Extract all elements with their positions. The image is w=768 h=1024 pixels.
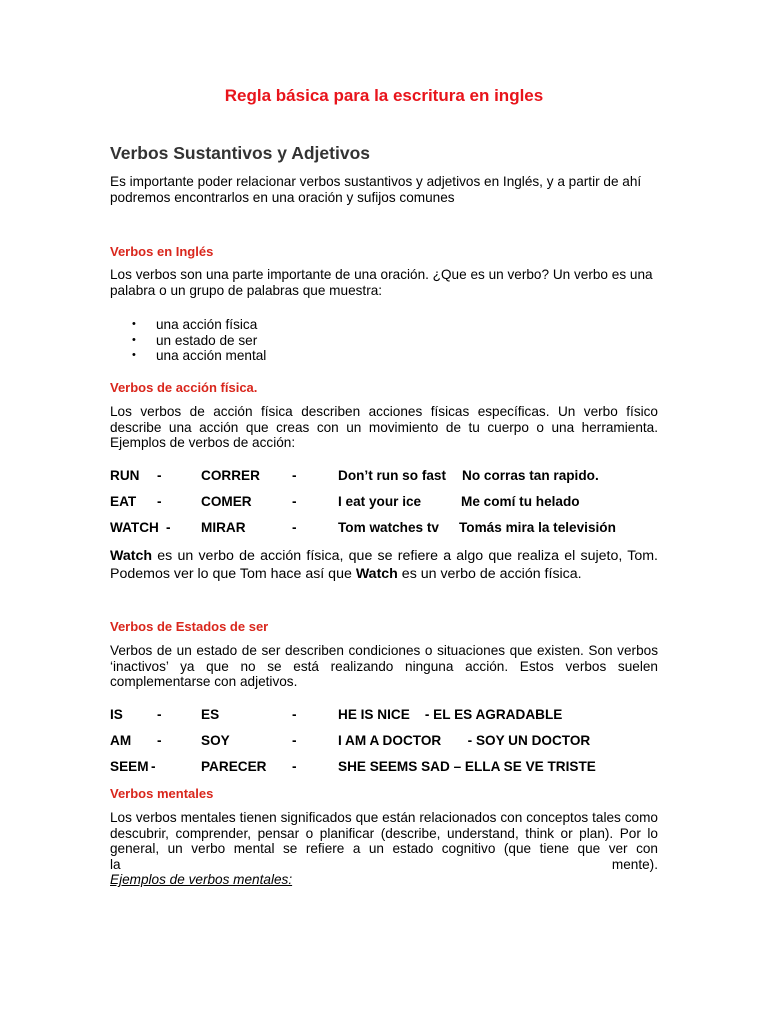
verb-en: RUN <box>110 468 140 483</box>
example-es: Me comí tu helado <box>461 494 580 509</box>
being-paragraph: Verbos de un estado de ser describen condiciones o situaciones que existen. Son verbos ‘inactivos’ ya que no se está realizando ninguna acción. Estos verbos suelen complementarse con adjetivos. <box>110 643 658 689</box>
watch-note <box>110 548 658 583</box>
dash: - <box>151 759 156 774</box>
mental-paragraph <box>110 810 658 888</box>
section-heading: Verbos Sustantivos y Adjetivos <box>110 143 370 163</box>
verb-types-list <box>132 317 266 364</box>
verbs-heading: Verbos en Inglés <box>110 244 214 259</box>
dash: - <box>292 520 297 535</box>
dash: - <box>157 707 162 722</box>
dash: - <box>292 468 297 483</box>
verbs-paragraph: Los verbos son una parte importante de una oración. ¿Que es un verbo? Un verbo es una palabra o un grupo de palabras que muestra: <box>110 267 653 298</box>
example-en: I eat your ice <box>338 494 422 509</box>
physical-paragraph: Los verbos de acción física describen acciones físicas específicas. Un verbo físico describe una acción que creas con un movimiento de tu cuerpo o una herramienta. Ejemplos de verbos de acción: <box>110 404 658 450</box>
note-text: es un verbo de acción física. <box>397 565 582 582</box>
verb-en: WATCH <box>110 520 159 535</box>
examples-label: Ejemplos de verbos mentales: <box>110 872 293 887</box>
being-heading: Verbos de Estados de ser <box>110 619 269 634</box>
dash: - <box>292 707 297 722</box>
dash: - <box>166 520 171 535</box>
last-word-right: mente). <box>611 856 658 872</box>
example: I AM A DOCTOR - SOY UN DOCTOR <box>338 733 591 748</box>
mental-heading: Verbos mentales <box>110 786 214 801</box>
dash: - <box>157 733 162 748</box>
mental-last-line <box>110 857 658 873</box>
note-text: es un verbo de acción física, que se refiere a algo que realiza el sujeto, Tom. Podemos ver lo que Tom hace así que <box>110 548 658 582</box>
dash: - <box>292 759 297 774</box>
dash: - <box>157 468 162 483</box>
verb-en: SEEM <box>110 759 149 774</box>
document-title: Regla básica para la escritura en ingles <box>224 86 544 105</box>
example-es: Tomás mira la televisión <box>459 520 616 535</box>
dash: - <box>157 494 162 509</box>
verb-en: IS <box>110 707 123 722</box>
example: HE IS NICE - EL ES AGRADABLE <box>338 707 563 722</box>
bold-word: Watch <box>110 548 153 564</box>
verb-es: COMER <box>201 494 252 509</box>
bold-word: Watch <box>355 565 398 582</box>
verb-es: MIRAR <box>201 520 246 535</box>
verb-es: PARECER <box>201 759 267 774</box>
list-item: • una acción mental <box>132 348 266 364</box>
verb-es: ES <box>201 707 220 722</box>
physical-heading: Verbos de acción física. <box>110 380 258 395</box>
dash: - <box>292 494 297 509</box>
example: SHE SEEMS SAD – ELLA SE VE TRISTE <box>338 759 596 774</box>
dash: - <box>292 733 297 748</box>
verb-es: CORRER <box>201 468 260 483</box>
intro-paragraph: Es importante poder relacionar verbos sustantivos y adjetivos en Inglés, y a partir de ahí podremos encontrarlos en una oración y sufijos comunes <box>110 174 642 205</box>
verb-en: AM <box>110 733 132 748</box>
example-en: Don’t run so fast <box>338 468 446 483</box>
example-en: Tom watches tv <box>338 520 439 535</box>
list-item: • un estado de ser <box>132 333 266 349</box>
list-item: • una acción física <box>132 317 266 333</box>
mental-text: Los verbos mentales tienen significados que están relacionados con conceptos tales como descubrir, comprender, pensar o planificar (describe, understand, think or plan). Por lo general, un verbo mental se refiere a un estado cognitivo (que tiene que ver con <box>110 810 658 856</box>
verb-es: SOY <box>201 733 230 748</box>
last-word-left: la <box>110 856 121 872</box>
example-es: No corras tan rapido. <box>462 468 599 483</box>
verb-en: EAT <box>110 494 137 509</box>
